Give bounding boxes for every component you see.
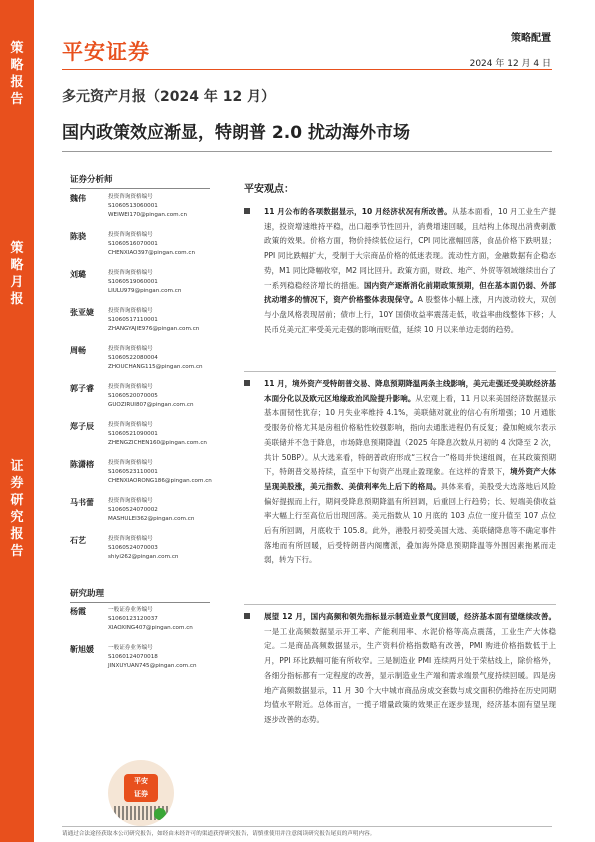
analyst-email[interactable]: ZHENGZICHEN160@pingan.com.cn: [108, 440, 207, 446]
report-title: 国内政策效应渐显，特朗普 2.0 扰动海外市场: [62, 123, 410, 143]
analyst-email[interactable]: ZHANGYAJIE976@pingan.com.cn: [108, 326, 200, 332]
analyst-email[interactable]: CHENXIAORONG186@pingan.com.cn: [108, 478, 212, 484]
assistant-details: [108, 606, 193, 633]
header-meta: [470, 29, 551, 69]
analyst-cert: S1060522080004: [108, 355, 158, 361]
assistant-cert: S1060124070018: [108, 654, 158, 660]
analyst-details: [108, 345, 203, 372]
wechat-icon: [154, 808, 166, 820]
analyst-role: 投资咨询资格编号: [108, 346, 153, 352]
divider-1: [244, 371, 556, 372]
report-name: 多元资产月报（2024 年 12 月）: [62, 89, 276, 105]
analyst-name: 张亚婕: [70, 308, 94, 317]
analyst-email[interactable]: CHENXIAO397@pingan.com.cn: [108, 250, 196, 256]
analyst-email[interactable]: LIULU979@pingan.com.cn: [108, 288, 182, 294]
analyst-name: 马书蕾: [70, 498, 94, 507]
analyst-cert: S1060524070003: [108, 545, 158, 551]
analysts-heading: 证券分析师: [70, 173, 210, 189]
point-3: [244, 610, 556, 728]
analyst-details: [108, 497, 194, 524]
side-label-securities-research: 证 券 研 究 报 告: [10, 459, 24, 559]
point-2-lead2: 境外资产大体呈现美股涨，美元指数、美债利率先上后下的格局。: [264, 467, 557, 491]
analyst-details: [108, 193, 187, 220]
point-3-text: [264, 610, 556, 728]
analyst-details: [108, 307, 199, 334]
assistant-name: 靳旭媛: [70, 645, 94, 654]
analyst-role: 投资咨询资格编号: [108, 232, 153, 238]
analyst-email[interactable]: GUOZIRUI807@pingan.com.cn: [108, 402, 194, 408]
analyst-cert: S1060524070002: [108, 507, 158, 513]
analyst-email[interactable]: WEIWEI170@pingan.com.cn: [108, 212, 187, 218]
analyst-email[interactable]: MASHULEI362@pingan.com.cn: [108, 516, 195, 522]
point-3-body: 一是工业高频数据显示开工率、产能利用率、水泥价格等高点震荡，工业生产大体稳定。二是商品高频数据显示，生产资料价格指数略有改善，PMI 购进价格指数低于上月，PPI 环比跌幅可能有所收窄。三是制造业 PMI 连续两月处于荣枯线上，除价格外，各细分指标都有一定程度的改善，显示制造业生产端和需求端景气度持续回暖。四是房地产高频数据显示，11 月 30 个大中城市商品房成交套数与成交面积仍维持在历史同期均值水平附近。总体而言，一揽子增量政策的效果正在逐步显现，经济基本面有望呈现逐步改善的态势。: [264, 626, 556, 724]
qr-code: [108, 760, 174, 826]
side-label-strategy-monthly: 策 略 月 报: [10, 241, 24, 307]
views-heading: 平安观点：: [244, 184, 294, 195]
analyst-cert: S1060519060001: [108, 279, 158, 285]
title-divider: [62, 151, 552, 152]
analyst-details: [108, 535, 178, 562]
assistant-role: 一般证券业务编号: [108, 607, 153, 613]
point-1-body2: A 股整体小幅上涨，月内波动较大，双创与小盘风格表现居前；债市上行，10Y 国债收益率震荡走低，收益率曲线整体下移；人民币兑美元汇率受美元走强的影响而贬值，延续 10 月以来单边走弱的趋势。: [264, 295, 557, 334]
analyst-details: [108, 269, 181, 296]
qr-brand-mark: 平安 证券: [124, 774, 158, 802]
assistant-email[interactable]: XIAOXING407@pingan.com.cn: [108, 625, 193, 631]
side-label-strategy-report: 策 略 报 告: [10, 41, 24, 107]
point-2-lead: 11 月，境外资产受特朗普交易、降息预期降温两条主线影响，美元走强还受美欧经济基本面分化以及欧元区地缘政治风险提升影响。: [264, 379, 556, 403]
side-color-bar: [0, 0, 34, 842]
footer-divider: [62, 826, 552, 827]
analyst-role: 投资咨询资格编号: [108, 384, 153, 390]
report-type: 策略配置: [511, 33, 551, 44]
point-2-body: 从宏观上看，11 月以来美国经济数据显示基本面韧性犹存；10 月失业率维持 4.1%，美联储对就业的信心有所增强；10 月通胀受服务价格尤其是房租价格粘性较强影响，指向去通胀进程仍有反复；叠加鲍威尔表示美联储并不急于降息，市场降息预期降温（2025 年降息次数从月初的 4 次降至 2 次，共计 50BP）。从大选来看，特朗普政府形成“三权合一”格局并快速组阁，在其政策预期下，特朗普交易持续，直至中下旬资产出现止盈现象。在这样的背景下，: [264, 393, 556, 477]
assistant-details: [108, 644, 197, 671]
analyst-role: 投资咨询资格编号: [108, 536, 153, 542]
point-2-body2: 具体来看，美股受大选落地后风险偏好提振而上行，期间受降息预期降温有所回调，后重回上行趋势；长、短端美债收益率大幅上行至高位后出现回落。美元指数从 10 月底的 103 点位一度升值至 107 点位后有所回调，月底收于 105.8。此外，港股月初受美国大选、美联储降息等不确定事件落地而有所回暖，后受特朗普内阁鹰派，叠加海外降息预期降温等外围因素拖累而走弱，转为下行。: [264, 481, 557, 565]
footer-disclaimer: 请通过合法途径获取本公司研究报告，如经由未经许可的渠道获得研究报告，请慎重使用并注意阅读研究报告尾页的声明内容。: [62, 831, 376, 837]
assistants-heading: 研究助理: [70, 587, 210, 603]
analyst-role: 投资咨询资格编号: [108, 498, 153, 504]
analyst-role: 投资咨询资格编号: [108, 308, 153, 314]
analyst-role: 投资咨询资格编号: [108, 270, 153, 276]
point-3-lead: 展望 12 月，国内高频和领先指标显示制造业景气度回暖，经济基本面有望继续改善。: [264, 612, 556, 621]
analyst-details: [108, 231, 195, 258]
bullet-square-icon: [244, 380, 250, 386]
analyst-email[interactable]: shiyi262@pingan.com.cn: [108, 554, 179, 560]
bullet-square-icon: [244, 613, 250, 619]
analyst-email[interactable]: ZHOUCHANG115@pingan.com.cn: [108, 364, 203, 370]
analyst-name: 周畅: [70, 346, 86, 355]
point-1-lead2: 国内资产逐渐消化前期政策预期，但在基本面仍弱、外部扰动增多的情况下，资产价格整体表现保守。: [264, 280, 557, 305]
analyst-name: 石艺: [70, 536, 86, 545]
brand-logo: 平安证券: [62, 40, 150, 64]
analyst-role: 投资咨询资格编号: [108, 460, 153, 466]
assistant-role: 一般证券业务编号: [108, 645, 153, 651]
point-2: [244, 377, 556, 568]
assistant-email[interactable]: JINXUYUAN745@pingan.com.cn: [108, 663, 197, 669]
analyst-name: 陈潇榕: [70, 460, 94, 469]
analyst-role: 投资咨询资格编号: [108, 422, 153, 428]
analyst-name: 郑子辰: [70, 422, 94, 431]
analyst-details: [108, 459, 212, 486]
point-1-text: [264, 205, 556, 337]
header-divider: [62, 69, 552, 70]
point-1-body: 从基本面看，10 月工业生产提速，投资增速维持平稳，出口超季节性回升，消费增速回暖，且结构上体现出消费刺激政策的效果。价格方面，物价持续低位运行，CPI 同比涨幅回落，食品价格下跌明显；PPI 同比跌幅扩大，受制于大宗商品价格的低迷表现。流动性方面，金融数据有企稳态势，M1 同比降幅收窄，M2 同比回升。政策方面，财政、地产、外贸等领域继续出台了一系列稳稳经济增长的措施。: [264, 207, 556, 290]
analyst-name: 刘璐: [70, 270, 86, 279]
divider-2: [244, 604, 556, 605]
analyst-cert: S1060517110001: [108, 317, 158, 323]
analyst-name: 陈骁: [70, 232, 86, 241]
assistant-cert: S1060123120037: [108, 616, 158, 622]
analyst-name: 魏伟: [70, 194, 86, 203]
analyst-name: 郭子睿: [70, 384, 94, 393]
analyst-role: 投资咨询资格编号: [108, 194, 153, 200]
point-1-lead: 11 月公布的各项数据显示，10 月经济状况有所改善。: [264, 207, 452, 216]
analyst-cert: S1060516070001: [108, 241, 158, 247]
point-1: [244, 205, 556, 337]
assistant-name: 杨霞: [70, 607, 86, 616]
point-2-text: [264, 377, 556, 568]
report-date: 2024 年 12 月 4 日: [469, 59, 551, 69]
analyst-details: [108, 421, 207, 448]
analyst-cert: S1060523110001: [108, 469, 158, 475]
analyst-cert: S1060513060001: [108, 203, 158, 209]
analyst-cert: S1060520070005: [108, 393, 158, 399]
analyst-details: [108, 383, 194, 410]
bullet-square-icon: [244, 208, 250, 214]
analyst-cert: S1060521090001: [108, 431, 158, 437]
